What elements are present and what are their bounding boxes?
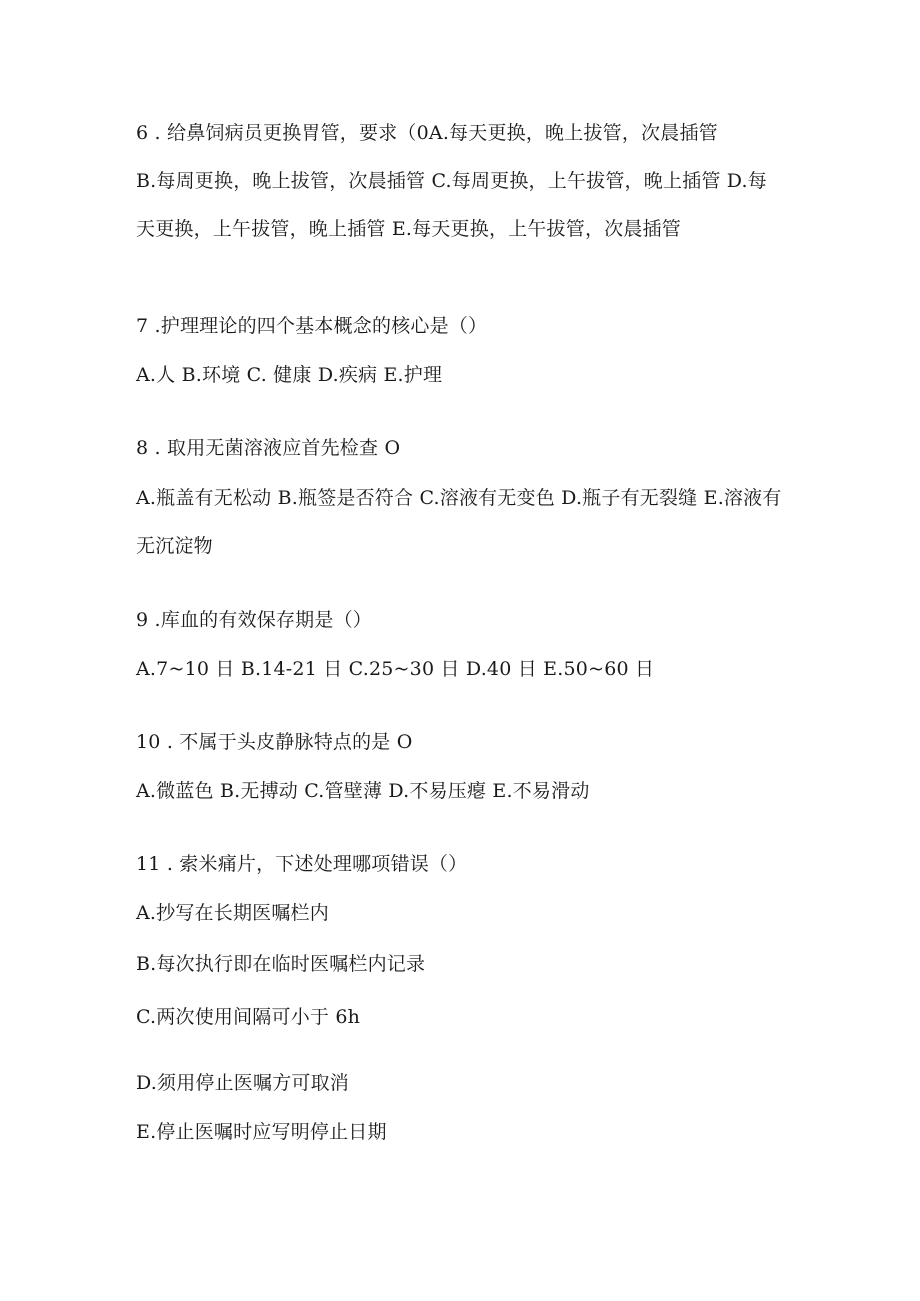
question-9-stem: 9 .库血的有效保存期是（）	[136, 609, 372, 631]
question-10-options: A.微蓝色 B.无搏动 C.管壁薄 D.不易压瘪 E.不易滑动	[136, 780, 590, 802]
question-10-stem: 10 . 不属于头皮静脉特点的是 O	[136, 731, 413, 753]
question-6-options-line-2: B.每周更换，晚上拔管，次晨插管 C.每周更换，上午拔管，晚上插管 D.每	[136, 170, 767, 192]
question-11-option-d: D.须用停止医嘱方可取消	[136, 1072, 349, 1094]
question-6-options-line-3: 天更换，上午拔管，晚上插管 E.每天更换，上午拔管，次晨插管	[136, 218, 681, 240]
question-11-option-c: C.两次使用间隔可小于 6h	[136, 1006, 361, 1028]
question-7-stem: 7 .护理理论的四个基本概念的核心是（）	[136, 315, 488, 337]
question-11-option-b: B.每次执行即在临时医嘱栏内记录	[136, 953, 426, 975]
question-8-options-line-1: A.瓶盖有无松动 B.瓶签是否符合 C.溶液有无变色 D.瓶子有无裂缝 E.溶液有	[136, 487, 782, 509]
question-6-stem: 6 . 给鼻饲病员更换胃管，要求（0A.每天更换，晚上拔管，次晨插管	[136, 122, 718, 144]
question-11-stem: 11 . 索米痛片，下述处理哪项错误（）	[136, 853, 468, 875]
question-8-options-line-2: 无沉淀物	[136, 535, 213, 557]
question-11-option-e: E.停止医嘱时应写明停止日期	[136, 1121, 387, 1143]
question-7-options: A.人 B.环境 C. 健康 D.疾病 E.护理	[136, 364, 443, 386]
question-11-option-a: A.抄写在长期医嘱栏内	[136, 902, 329, 924]
question-8-stem: 8 . 取用无菌溶液应首先检查 O	[136, 437, 401, 459]
question-9-options: A.7~10 日 B.14-21 日 C.25~30 日 D.40 日 E.50~60 日	[136, 658, 655, 680]
